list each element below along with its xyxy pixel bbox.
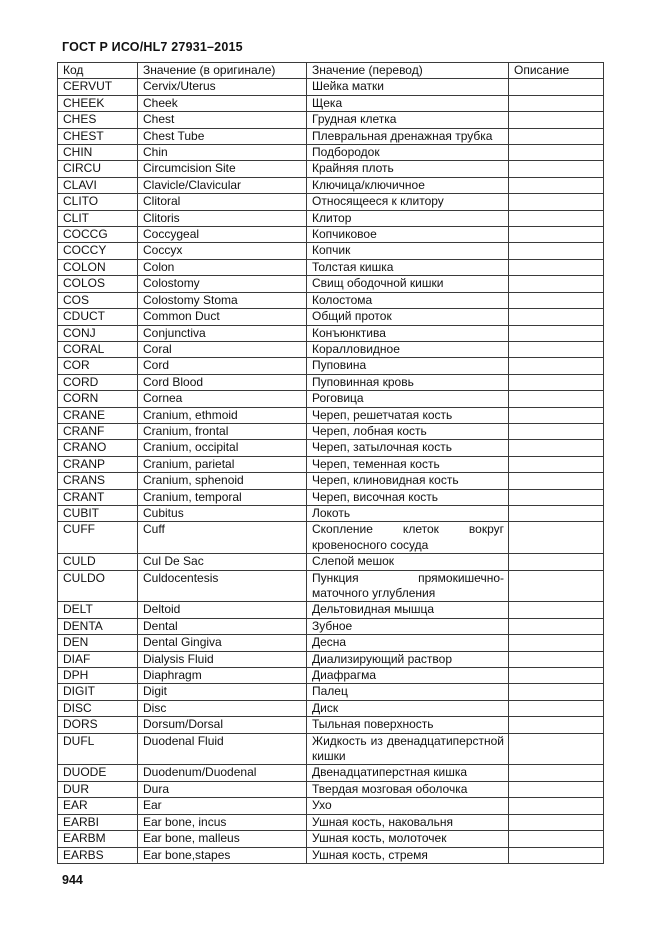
- table-row: [58, 635, 604, 651]
- cell-description: [509, 112, 604, 128]
- cell-description: [509, 161, 604, 177]
- cell-original: Colon: [138, 259, 307, 275]
- cell-original: Duodenal Fluid: [138, 733, 307, 765]
- table-row: [58, 177, 604, 193]
- table-row: [58, 717, 604, 733]
- table-row: [58, 473, 604, 489]
- table-row: [58, 831, 604, 847]
- table-row: [58, 79, 604, 95]
- cell-description: [509, 177, 604, 193]
- table-row: [58, 798, 604, 814]
- cell-description: [509, 423, 604, 439]
- cell-description: [509, 325, 604, 341]
- cell-code: DORS: [58, 717, 138, 733]
- cell-translation: Череп, решетчатая кость: [307, 407, 509, 423]
- table-header-row: [58, 63, 604, 79]
- cell-original: Dental Gingiva: [138, 635, 307, 651]
- cell-translation: Десна: [307, 635, 509, 651]
- cell-original: Coral: [138, 341, 307, 357]
- cell-translation: Твердая мозговая оболочка: [307, 781, 509, 797]
- cell-code: EAR: [58, 798, 138, 814]
- cell-original: Cord: [138, 358, 307, 374]
- cell-original: Chest: [138, 112, 307, 128]
- cell-description: [509, 765, 604, 781]
- cell-original: Clitoris: [138, 210, 307, 226]
- cell-original: Cuff: [138, 522, 307, 554]
- cell-translation: Пуповинная кровь: [307, 374, 509, 390]
- cell-code: CORAL: [58, 341, 138, 357]
- cell-original: Colostomy: [138, 276, 307, 292]
- cell-translation: Ушная кость, молоточек: [307, 831, 509, 847]
- cell-code: COCCY: [58, 243, 138, 259]
- cell-translation: Двенадцатиперстная кишка: [307, 765, 509, 781]
- cell-code: CLITO: [58, 194, 138, 210]
- table-row: [58, 423, 604, 439]
- cell-description: [509, 522, 604, 554]
- cell-translation: Локоть: [307, 505, 509, 521]
- cell-translation: Скопление клеток вокруг кровеносного сосуда: [307, 522, 509, 554]
- table-row: [58, 95, 604, 111]
- table-row: [58, 358, 604, 374]
- table-row: [58, 161, 604, 177]
- cell-translation: Толстая кишка: [307, 259, 509, 275]
- cell-description: [509, 374, 604, 390]
- cell-original: Dorsum/Dorsal: [138, 717, 307, 733]
- cell-original: Colostomy Stoma: [138, 292, 307, 308]
- cell-description: [509, 440, 604, 456]
- cell-translation: Крайняя плоть: [307, 161, 509, 177]
- table-row: [58, 112, 604, 128]
- cell-original: Ear bone, malleus: [138, 831, 307, 847]
- cell-description: [509, 489, 604, 505]
- cell-original: Cranium, temporal: [138, 489, 307, 505]
- cell-original: Cubitus: [138, 505, 307, 521]
- cell-translation: Шейка матки: [307, 79, 509, 95]
- cell-description: [509, 456, 604, 472]
- cell-description: [509, 618, 604, 634]
- table-row: [58, 325, 604, 341]
- cell-description: [509, 227, 604, 243]
- table-row: [58, 407, 604, 423]
- cell-translation: Диафрагма: [307, 668, 509, 684]
- cell-code: COLON: [58, 259, 138, 275]
- cell-original: Cervix/Uterus: [138, 79, 307, 95]
- cell-description: [509, 341, 604, 357]
- cell-code: CUFF: [58, 522, 138, 554]
- cell-description: [509, 684, 604, 700]
- cell-translation: Подбородок: [307, 145, 509, 161]
- cell-code: CULD: [58, 554, 138, 570]
- cell-original: Cord Blood: [138, 374, 307, 390]
- cell-description: [509, 145, 604, 161]
- cell-translation: Колостома: [307, 292, 509, 308]
- cell-translation: Диск: [307, 700, 509, 716]
- table-row: [58, 651, 604, 667]
- cell-original: Cranium, sphenoid: [138, 473, 307, 489]
- cell-code: CDUCT: [58, 309, 138, 325]
- cell-original: Cranium, occipital: [138, 440, 307, 456]
- cell-code: COCCG: [58, 227, 138, 243]
- cell-translation: Пункция прямокишечно-маточного углубления: [307, 570, 509, 602]
- cell-code: DPH: [58, 668, 138, 684]
- cell-description: [509, 473, 604, 489]
- cell-description: [509, 128, 604, 144]
- cell-code: DIAF: [58, 651, 138, 667]
- cell-translation: Тыльная поверхность: [307, 717, 509, 733]
- cell-original: Cul De Sac: [138, 554, 307, 570]
- table-row: [58, 489, 604, 505]
- cell-translation: Относящееся к клитору: [307, 194, 509, 210]
- table-row: [58, 440, 604, 456]
- table-row: [58, 292, 604, 308]
- cell-original: Ear bone, incus: [138, 814, 307, 830]
- table-row: [58, 602, 604, 618]
- cell-description: [509, 79, 604, 95]
- cell-description: [509, 210, 604, 226]
- document-header: ГОСТ Р ИСО/HL7 27931–2015: [62, 40, 243, 54]
- cell-code: CRANF: [58, 423, 138, 439]
- table-row: [58, 765, 604, 781]
- cell-original: Ear bone,stapes: [138, 847, 307, 863]
- cell-code: DELT: [58, 602, 138, 618]
- cell-translation: Копчик: [307, 243, 509, 259]
- cell-description: [509, 570, 604, 602]
- cell-description: [509, 651, 604, 667]
- cell-translation: Череп, теменная кость: [307, 456, 509, 472]
- cell-code: CRANO: [58, 440, 138, 456]
- cell-code: CORN: [58, 391, 138, 407]
- cell-translation: Роговица: [307, 391, 509, 407]
- cell-code: DIGIT: [58, 684, 138, 700]
- table-row: [58, 684, 604, 700]
- table-row: [58, 522, 604, 554]
- cell-code: CIRCU: [58, 161, 138, 177]
- cell-translation: Дельтовидная мышца: [307, 602, 509, 618]
- table-row: [58, 227, 604, 243]
- table-row: [58, 554, 604, 570]
- cell-description: [509, 194, 604, 210]
- table-row: [58, 374, 604, 390]
- cell-original: Disc: [138, 700, 307, 716]
- cell-translation: Конъюнктива: [307, 325, 509, 341]
- cell-original: Chin: [138, 145, 307, 161]
- cell-description: [509, 781, 604, 797]
- cell-code: EARBI: [58, 814, 138, 830]
- cell-translation: Палец: [307, 684, 509, 700]
- table-row: [58, 700, 604, 716]
- cell-original: Cranium, parietal: [138, 456, 307, 472]
- cell-original: Dental: [138, 618, 307, 634]
- cell-original: Deltoid: [138, 602, 307, 618]
- table-row: [58, 618, 604, 634]
- cell-translation: Клитор: [307, 210, 509, 226]
- cell-translation: Зубное: [307, 618, 509, 634]
- column-header-original: Значение (в оригинале): [138, 63, 307, 79]
- table-row: [58, 570, 604, 602]
- cell-translation: Череп, лобная кость: [307, 423, 509, 439]
- cell-description: [509, 847, 604, 863]
- cell-translation: Ухо: [307, 798, 509, 814]
- cell-code: CRANS: [58, 473, 138, 489]
- cell-description: [509, 602, 604, 618]
- cell-code: COLOS: [58, 276, 138, 292]
- cell-code: CLAVI: [58, 177, 138, 193]
- table-row: [58, 243, 604, 259]
- table-row: [58, 847, 604, 863]
- table-row: [58, 276, 604, 292]
- cell-code: CHES: [58, 112, 138, 128]
- cell-original: Duodenum/Duodenal: [138, 765, 307, 781]
- table-row: [58, 733, 604, 765]
- cell-code: CHEST: [58, 128, 138, 144]
- cell-translation: Копчиковое: [307, 227, 509, 243]
- cell-code: CRANE: [58, 407, 138, 423]
- cell-description: [509, 391, 604, 407]
- cell-code: DUFL: [58, 733, 138, 765]
- table-row: [58, 309, 604, 325]
- cell-translation: Щека: [307, 95, 509, 111]
- cell-description: [509, 276, 604, 292]
- cell-original: Conjunctiva: [138, 325, 307, 341]
- cell-translation: Слепой мешок: [307, 554, 509, 570]
- cell-code: DISC: [58, 700, 138, 716]
- cell-translation: Жидкость из двенадцатиперстной кишки: [307, 733, 509, 765]
- cell-original: Cornea: [138, 391, 307, 407]
- cell-code: CERVUT: [58, 79, 138, 95]
- cell-original: Clavicle/Clavicular: [138, 177, 307, 193]
- cell-description: [509, 733, 604, 765]
- cell-description: [509, 831, 604, 847]
- cell-translation: Ушная кость, наковальня: [307, 814, 509, 830]
- table-row: [58, 341, 604, 357]
- cell-translation: Череп, затылочная кость: [307, 440, 509, 456]
- cell-translation: Череп, клиновидная кость: [307, 473, 509, 489]
- cell-original: Chest Tube: [138, 128, 307, 144]
- cell-translation: Пуповина: [307, 358, 509, 374]
- cell-original: Cheek: [138, 95, 307, 111]
- cell-translation: Диализирующий раствор: [307, 651, 509, 667]
- cell-original: Dialysis Fluid: [138, 651, 307, 667]
- cell-original: Circumcision Site: [138, 161, 307, 177]
- cell-description: [509, 95, 604, 111]
- cell-description: [509, 798, 604, 814]
- cell-original: Digit: [138, 684, 307, 700]
- table-row: [58, 210, 604, 226]
- cell-code: CRANT: [58, 489, 138, 505]
- cell-description: [509, 505, 604, 521]
- cell-code: CORD: [58, 374, 138, 390]
- cell-original: Common Duct: [138, 309, 307, 325]
- cell-description: [509, 259, 604, 275]
- cell-code: DUODE: [58, 765, 138, 781]
- cell-description: [509, 243, 604, 259]
- cell-code: CLIT: [58, 210, 138, 226]
- table-row: [58, 668, 604, 684]
- table-row: [58, 781, 604, 797]
- cell-code: COR: [58, 358, 138, 374]
- cell-description: [509, 717, 604, 733]
- codes-table: [57, 62, 604, 864]
- cell-description: [509, 700, 604, 716]
- cell-original: Diaphragm: [138, 668, 307, 684]
- cell-code: CUBIT: [58, 505, 138, 521]
- cell-code: CRANP: [58, 456, 138, 472]
- cell-translation: Коралловидное: [307, 341, 509, 357]
- cell-original: Cranium, ethmoid: [138, 407, 307, 423]
- cell-code: DUR: [58, 781, 138, 797]
- cell-code: CHIN: [58, 145, 138, 161]
- cell-original: Ear: [138, 798, 307, 814]
- table-row: [58, 456, 604, 472]
- table-row: [58, 145, 604, 161]
- cell-original: Dura: [138, 781, 307, 797]
- cell-translation: Плевральная дренажная трубка: [307, 128, 509, 144]
- cell-description: [509, 407, 604, 423]
- cell-code: CULDO: [58, 570, 138, 602]
- cell-code: COS: [58, 292, 138, 308]
- cell-description: [509, 668, 604, 684]
- cell-description: [509, 554, 604, 570]
- column-header-code: Код: [58, 63, 138, 79]
- cell-original: Cranium, frontal: [138, 423, 307, 439]
- cell-code: DEN: [58, 635, 138, 651]
- column-header-translation: Значение (перевод): [307, 63, 509, 79]
- table-row: [58, 814, 604, 830]
- cell-code: CONJ: [58, 325, 138, 341]
- cell-description: [509, 292, 604, 308]
- cell-translation: Общий проток: [307, 309, 509, 325]
- cell-code: DENTA: [58, 618, 138, 634]
- cell-description: [509, 814, 604, 830]
- table-row: [58, 194, 604, 210]
- cell-translation: Свищ ободочной кишки: [307, 276, 509, 292]
- cell-original: Clitoral: [138, 194, 307, 210]
- cell-description: [509, 635, 604, 651]
- table-row: [58, 259, 604, 275]
- cell-code: CHEEK: [58, 95, 138, 111]
- cell-original: Culdocentesis: [138, 570, 307, 602]
- table-row: [58, 128, 604, 144]
- cell-translation: Ключица/ключичное: [307, 177, 509, 193]
- cell-original: Coccyx: [138, 243, 307, 259]
- column-header-description: Описание: [509, 63, 604, 79]
- cell-original: Coccygeal: [138, 227, 307, 243]
- cell-description: [509, 358, 604, 374]
- cell-code: EARBM: [58, 831, 138, 847]
- cell-description: [509, 309, 604, 325]
- cell-translation: Грудная клетка: [307, 112, 509, 128]
- cell-translation: Череп, височная кость: [307, 489, 509, 505]
- table-row: [58, 391, 604, 407]
- table-row: [58, 505, 604, 521]
- page-number: 944: [62, 873, 83, 887]
- cell-translation: Ушная кость, стремя: [307, 847, 509, 863]
- cell-code: EARBS: [58, 847, 138, 863]
